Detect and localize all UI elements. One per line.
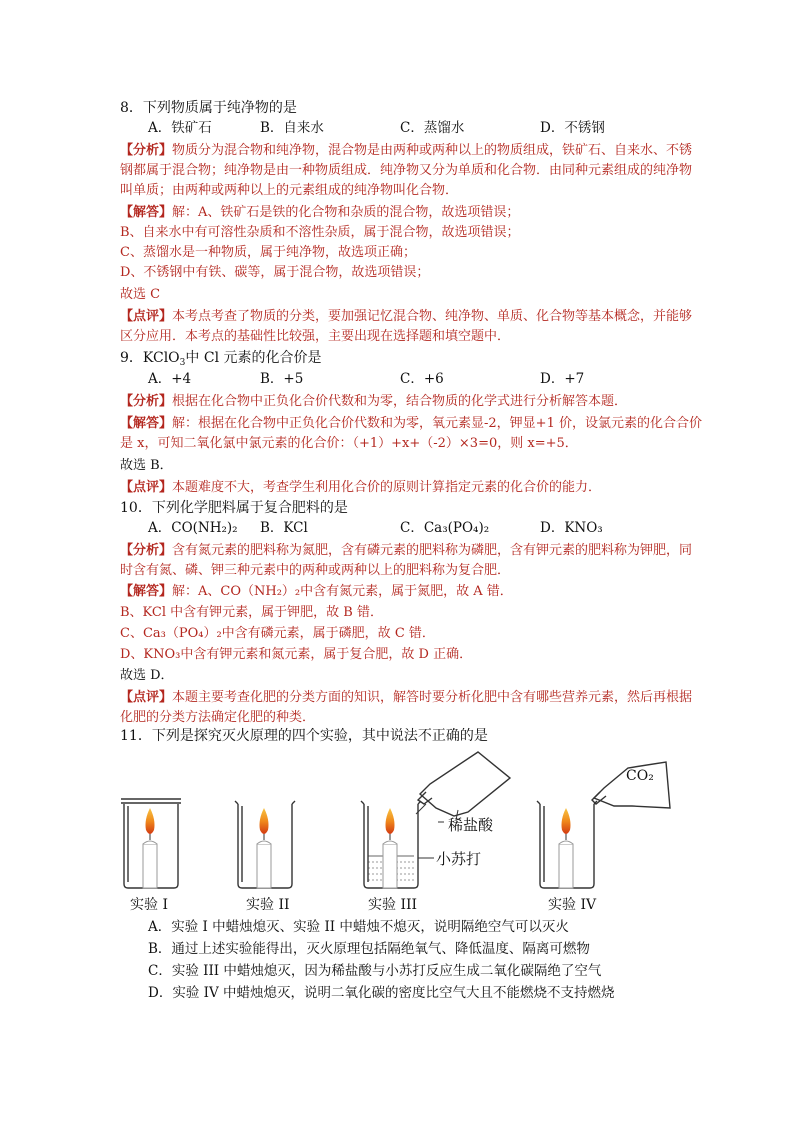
comment-text: 本题主要考查化肥的分类方面的知识，解答时要分析化肥中含有哪些营养元素，然后再根据 — [172, 690, 693, 705]
answer-tag: 【解答】 — [120, 205, 173, 220]
q11-option-d[interactable]: D．实验 IV 中蜡烛熄灭，说明二氧化碳的密度比空气大且不能燃烧不支持燃烧 — [148, 985, 615, 1001]
q8-option-b[interactable]: B．自来水 — [260, 120, 324, 136]
q10-analysis-line-1 — [120, 541, 692, 561]
q10-option-a[interactable]: A．CO(NH₂)₂ — [148, 520, 238, 536]
analysis-text: 根据在化合物中正负化合价代数和为零，结合物质的化学式进行分析解答本题． — [172, 394, 628, 409]
q10-stem: 10．下列化学肥料属于复合肥料的是 — [120, 500, 348, 516]
q10-answer-line-5: 故选 D． — [120, 668, 174, 683]
q9-option-b[interactable]: B．+5 — [260, 371, 304, 387]
q9-analysis — [120, 392, 627, 412]
label-dilute-hcl: 稀盐酸 — [448, 816, 494, 834]
caption-exp-2: 实验 II — [246, 897, 290, 913]
answer-text: 解：根据在化合物中正负化合价代数和为零，氧元素显-2，钾显+1 价，设氯元素的化合合价 — [172, 416, 702, 431]
q8-option-c[interactable]: C．蒸馏水 — [400, 120, 465, 136]
q8-option-d[interactable]: D．不锈钢 — [540, 120, 605, 136]
q9-answer-line-3: 故选 B． — [120, 458, 173, 473]
q8-option-a[interactable]: A．铁矿石 — [148, 120, 212, 136]
q9-option-c[interactable]: C．+6 — [400, 371, 444, 387]
answer-tag: 【解答】 — [120, 584, 173, 599]
analysis-text: 物质分为混合物和纯净物，混合物是由两种或两种以上的物质组成，铁矿石、自来水、不锈 — [172, 143, 693, 158]
q10-answer-line-3: C、Ca₃（PO₄）₂中含有磷元素，属于磷肥，故 C 错． — [120, 626, 435, 641]
candle-3 — [383, 808, 397, 888]
caption-exp-3: 实验 III — [368, 897, 418, 913]
q9-option-a[interactable]: A．+4 — [148, 371, 192, 387]
q10-comment-line-2: 化肥的分类方法确定化肥的种类． — [120, 710, 316, 725]
q10-analysis-line-2: 时含有氮、磷、钾三种元素中的两种或两种以上的肥料称为复合肥． — [120, 563, 511, 578]
answer-text: 解：A、铁矿石是铁的化合物和杂质的混合物，故选项错误； — [172, 205, 520, 220]
q8-stem: 8．下列物质属于纯净物的是 — [120, 100, 297, 116]
acid-bottle — [416, 752, 510, 820]
q10-comment-line-1 — [120, 688, 692, 708]
q10-option-d[interactable]: D．KNO₃ — [540, 520, 603, 536]
candle-1 — [143, 808, 157, 888]
q10-answer-line-1 — [120, 582, 513, 602]
q8-comment-line-2: 区分应用．本考点的基础性比较强，主要出现在选择题和填空题中． — [120, 329, 511, 344]
q8-answer-line-4: D、不锈钢中有铁、碳等，属于混合物，故选项错误； — [120, 265, 430, 280]
answer-text: 解：A、CO（NH₂）₂中含有氮元素，属于氮肥，故 A 错． — [172, 584, 513, 599]
q9-option-d[interactable]: D．+7 — [540, 371, 585, 387]
q8-answer-line-3: C、蒸馏水是一种物质，属于纯净物，故选项正确； — [120, 245, 416, 260]
q8-comment-line-1 — [120, 307, 692, 327]
q10-option-c[interactable]: C．Ca₃(PO₄)₂ — [400, 520, 490, 536]
q9-answer-line-1 — [120, 414, 702, 434]
caption-exp-1: 实验 I — [130, 897, 168, 913]
experiment-figure — [118, 748, 678, 916]
q8-answer-line-2: B、自来水中有可溶性杂质和不溶性杂质，属于混合物，故选项错误； — [120, 225, 520, 240]
answer-tag: 【解答】 — [120, 416, 173, 431]
analysis-tag: 【分析】 — [120, 394, 173, 409]
q9-stem-b: 中 Cl 元素的化合价是 — [185, 350, 322, 366]
label-baking-soda: 小苏打 — [436, 850, 482, 868]
comment-tag: 【点评】 — [120, 690, 173, 705]
q8-analysis-line-2: 钢都属于混合物；纯净物是由一种物质组成．纯净物又分为单质和化合物．由同种元素组成的纯净物 — [120, 163, 693, 178]
label-co2: CO₂ — [626, 768, 654, 784]
q9-stem-sub: 3 — [179, 358, 186, 368]
q11-option-b[interactable]: B．通过上述实验能得出，灭火原理包括隔绝氧气、降低温度、隔离可燃物 — [148, 941, 590, 957]
caption-exp-4: 实验 IV — [548, 897, 597, 913]
q9-comment — [120, 478, 601, 498]
q11-option-a[interactable]: A．实验 I 中蜡烛熄灭、实验 II 中蜡烛不熄灭，说明隔绝空气可以灭火 — [148, 919, 569, 935]
comment-text: 本考点考查了物质的分类，要加强记忆混合物、纯净物、单质、化合物等基本概念，并能够 — [172, 309, 693, 324]
candle-4 — [559, 808, 573, 888]
q8-analysis-line-1 — [120, 141, 692, 161]
experiment-illustration — [118, 748, 678, 916]
q9-stem-a: 9．KClO — [120, 350, 180, 366]
comment-tag: 【点评】 — [120, 480, 173, 495]
q8-answer-line-1 — [120, 203, 519, 223]
q8-analysis-line-3: 叫单质；由两种或两种以上的元素组成的纯净物叫化合物． — [120, 183, 459, 198]
q9-answer-line-2: 是 x，可知二氧化氯中氯元素的化合价：（+1）+x+（-2）×3=0，则 x=+5． — [120, 436, 578, 451]
analysis-tag: 【分析】 — [120, 143, 173, 158]
comment-text: 本题难度不大，考查学生利用化合价的原则计算指定元素的化合价的能力． — [172, 480, 602, 495]
q11-option-c[interactable]: C．实验 III 中蜡烛熄灭，因为稀盐酸与小苏打反应生成二氧化碳隔绝了空气 — [148, 963, 602, 979]
comment-tag: 【点评】 — [120, 309, 173, 324]
q8-answer-line-5: 故选 C — [120, 287, 161, 302]
q10-answer-line-4: D、KNO₃中含有钾元素和氮元素，属于复合肥，故 D 正确． — [120, 647, 473, 662]
candle-2 — [257, 808, 271, 888]
analysis-tag: 【分析】 — [120, 543, 173, 558]
analysis-text: 含有氮元素的肥料称为氮肥，含有磷元素的肥料称为磷肥，含有钾元素的肥料称为钾肥，同 — [172, 543, 693, 558]
q10-option-b[interactable]: B．KCl — [260, 520, 308, 536]
q11-stem: 11．下列是探究灭火原理的四个实验，其中说法不正确的是 — [120, 728, 488, 744]
q10-answer-line-2: B、KCl 中含有钾元素，属于钾肥，故 B 错． — [120, 605, 383, 620]
